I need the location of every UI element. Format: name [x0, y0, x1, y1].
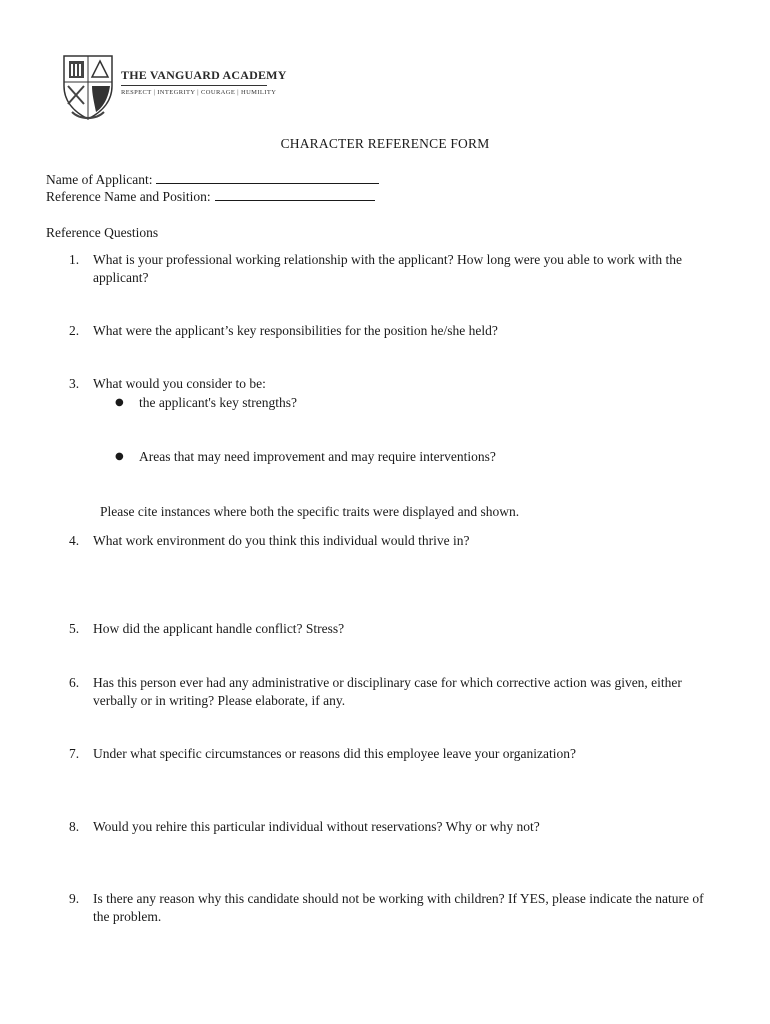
question-text: Has this person ever had any administrative or disciplinary case for which corrective action was given, either verbally or in writing? Please elaborate, if any. [93, 675, 682, 708]
reference-label: Reference Name and Position: [46, 189, 211, 204]
question-text: Is there any reason why this candidate should not be working with children? If YES, please indicate the nature of the problem. [93, 891, 704, 924]
bullet-icon: ● [115, 397, 124, 408]
form-title: CHARACTER REFERENCE FORM [280, 136, 490, 151]
logo-name: THE VANGUARD ACADEMY [121, 68, 287, 82]
shield-crest-icon [58, 52, 118, 122]
logo-tagline: RESPECT | INTEGRITY | COURAGE | HUMILITY [121, 89, 277, 96]
question-number: 3. [69, 376, 80, 391]
question-text: What is your professional working relationship with the applicant? How long were you able to work with the applicant? [93, 252, 682, 285]
question-number: 9. [69, 891, 80, 906]
question-number: 4. [69, 533, 80, 548]
question-number: 1. [69, 252, 80, 267]
reference-row [46, 188, 375, 206]
question-note: Please cite instances where both the specific traits were displayed and shown. [100, 504, 520, 519]
bullet-item: Areas that may need improvement and may require interventions? [139, 449, 496, 464]
applicant-label: Name of Applicant: [46, 172, 153, 187]
question-number: 2. [69, 323, 80, 338]
question-number: 6. [69, 675, 80, 690]
bullet-icon: ● [115, 451, 124, 462]
reference-name-field[interactable] [215, 188, 375, 201]
question-number: 5. [69, 621, 80, 636]
question-text: What were the applicant’s key responsibilities for the position he/she held? [93, 323, 498, 338]
question-text: Would you rehire this particular individual without reservations? Why or why not? [93, 819, 540, 834]
logo-divider [121, 85, 267, 86]
applicant-row [46, 171, 379, 189]
section-heading: Reference Questions [46, 225, 159, 240]
academy-logo [58, 52, 287, 122]
question-text: How did the applicant handle conflict? Stress? [93, 621, 345, 636]
question-number: 8. [69, 819, 80, 834]
bullet-item: the applicant's key strengths? [139, 395, 298, 410]
question-text: Under what specific circumstances or reasons did this employee leave your organization? [93, 746, 576, 761]
applicant-name-field[interactable] [156, 171, 379, 184]
question-text: What work environment do you think this individual would thrive in? [93, 533, 470, 548]
question-text: What would you consider to be: [93, 376, 266, 391]
question-number: 7. [69, 746, 80, 761]
